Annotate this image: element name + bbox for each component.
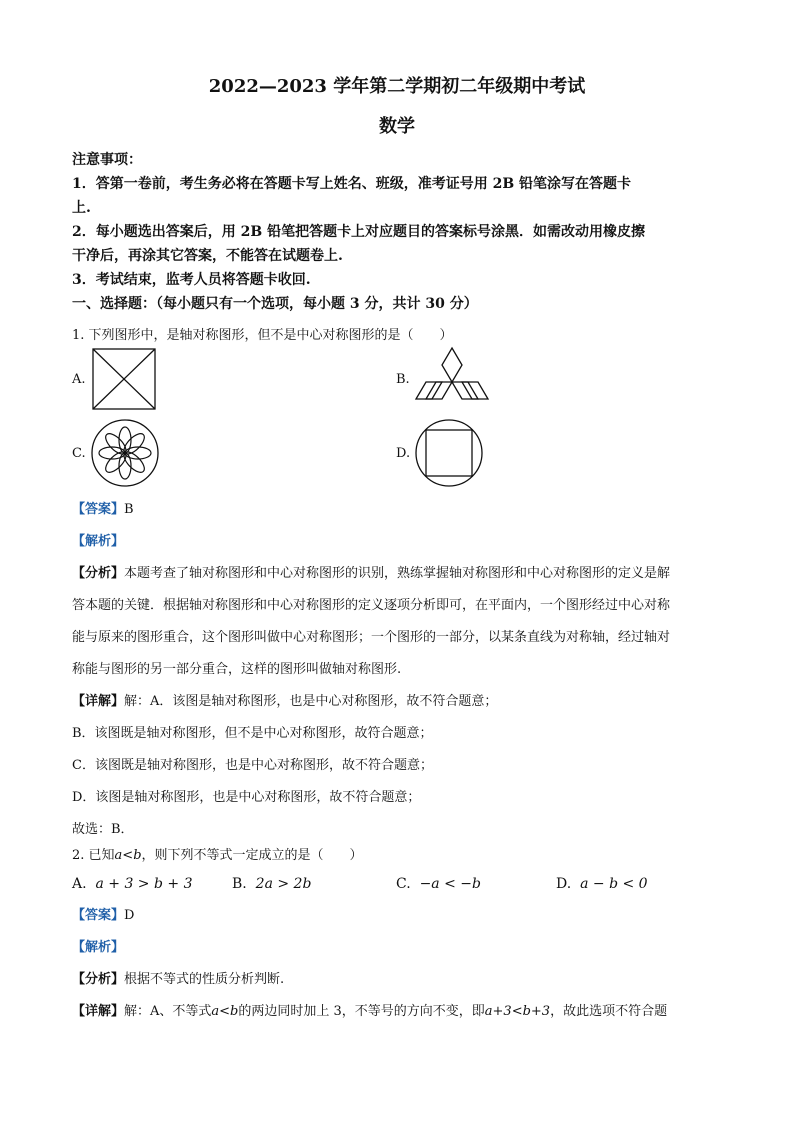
q1-detail-text-1: 解：A．该图是轴对称图形，也是中心对称图形，故不符合题意； bbox=[124, 694, 498, 709]
note-2b: 干净后，再涂其它答案，不能答在试题卷上. bbox=[72, 248, 343, 264]
q2-fenxi-text: 根据不等式的性质分析判断. bbox=[124, 972, 285, 987]
q2-option-d-expr: a − b < 0 bbox=[580, 876, 648, 892]
q1-fenxi-3: 能与原来的图形重合，这个图形叫做中心对称图形；一个图形的一部分，以某条直线为对称轴，经过轴对 bbox=[72, 630, 671, 645]
note-1b: 上. bbox=[72, 200, 91, 216]
analysis-tag: 【解析】 bbox=[72, 534, 125, 549]
q2-stem-math: a<b bbox=[114, 848, 142, 863]
q1-answer-line bbox=[72, 500, 732, 520]
q2-option-d bbox=[556, 876, 648, 892]
q2-stem bbox=[72, 846, 732, 866]
q2-option-b-label: B. bbox=[232, 876, 247, 892]
q2-detail-math-2: a+3<b+3 bbox=[484, 1004, 551, 1019]
q2-answer-value: D bbox=[124, 908, 135, 923]
q2-option-d-label: D. bbox=[556, 876, 572, 892]
q2-option-c-expr: −a < −b bbox=[419, 876, 481, 892]
q2-option-a-expr: a + 3 > b + 3 bbox=[95, 876, 193, 892]
q1-analysis-line bbox=[72, 532, 732, 552]
q1-fenxi-4: 称能与图形的另一部分重合，这样的图形叫做轴对称图形. bbox=[72, 662, 402, 677]
analysis-tag: 【解析】 bbox=[72, 940, 125, 955]
notes-heading: 注意事项： bbox=[72, 152, 142, 168]
q1-stem: 1. 下列图形中，是轴对称图形，但不是中心对称图形的是（ ） bbox=[72, 328, 453, 343]
q2-fenxi bbox=[72, 970, 732, 990]
q2-detail-math-1: a<b bbox=[211, 1004, 239, 1019]
q1-option-b-label: B. bbox=[396, 372, 410, 387]
q2-detail-pre: 解：A、不等式 bbox=[124, 1004, 212, 1019]
q2-option-c-label: C. bbox=[396, 876, 411, 892]
q2-detail-post: ，故此选项不符合题 bbox=[550, 1004, 668, 1019]
q2-answer-line bbox=[72, 906, 732, 926]
q1-option-a-label: A. bbox=[72, 372, 86, 387]
q2-stem-post: ，则下列不等式一定成立的是（ ） bbox=[141, 848, 363, 863]
answer-tag: 【答案】 bbox=[72, 908, 125, 923]
q2-option-c bbox=[396, 876, 481, 892]
section-heading: 一、选择题：（每小题只有一个选项，每小题 3 分，共计 30 分） bbox=[72, 296, 478, 312]
q1-fenxi-1 bbox=[72, 564, 732, 584]
q1-detail-1 bbox=[72, 692, 732, 712]
q1-option-d-label: D. bbox=[396, 446, 411, 461]
q1-detail-4: D．该图是轴对称图形，也是中心对称图形，故不符合题意； bbox=[72, 790, 421, 805]
q1-option-c-label: C. bbox=[72, 446, 86, 461]
note-2a: 2．每小题选出答案后，用 2B 铅笔把答题卡上对应题目的答案标号涂黑．如需改动用橡皮擦 bbox=[72, 224, 646, 240]
exam-title: 2022—2023 学年第二学期初二年级期中考试 bbox=[208, 76, 586, 97]
fenxi-tag: 【分析】 bbox=[72, 566, 125, 581]
square-in-circle-figure bbox=[414, 418, 484, 488]
q2-stem-pre: 2. 已知 bbox=[72, 848, 115, 863]
q1-conclusion: 故选：B． bbox=[72, 822, 134, 837]
q1-answer-value: B bbox=[124, 502, 134, 517]
xiangjie-tag: 【详解】 bbox=[72, 694, 125, 709]
q2-detail bbox=[72, 1002, 732, 1022]
q1-fenxi-text-1: 本题考查了轴对称图形和中心对称图形的识别，熟练掌握轴对称图形和中心对称图形的定义是解 bbox=[124, 566, 671, 581]
note-3: 3．考试结束，监考人员将答题卡收回. bbox=[72, 272, 311, 288]
fenxi-tag: 【分析】 bbox=[72, 972, 125, 987]
q1-detail-3: C．该图既是轴对称图形，也是中心对称图形，故不符合题意； bbox=[72, 758, 433, 773]
q2-option-a bbox=[72, 876, 192, 892]
square-x-figure bbox=[92, 348, 158, 412]
three-rhombus-figure bbox=[414, 346, 490, 410]
subject-title: 数学 bbox=[379, 116, 415, 137]
q2-option-b bbox=[232, 876, 311, 892]
q2-detail-mid: 的两边同时加上 3，不等号的方向不变，即 bbox=[238, 1004, 485, 1019]
q1-detail-2: B．该图既是轴对称图形，但不是中心对称图形，故符合题意； bbox=[72, 726, 433, 741]
q2-analysis-line bbox=[72, 938, 732, 958]
q1-fenxi-2: 答本题的关键．根据轴对称图形和中心对称图形的定义逐项分析即可，在平面内，一个图形经过中心对称 bbox=[72, 598, 671, 613]
note-1a: 1．答第一卷前，考生务必将在答题卡写上姓名、班级，准考证号用 2B 铅笔涂写在答题卡 bbox=[72, 176, 632, 192]
flower-circle-figure bbox=[90, 418, 160, 488]
q2-option-a-label: A. bbox=[72, 876, 87, 892]
xiangjie-tag: 【详解】 bbox=[72, 1004, 125, 1019]
answer-tag: 【答案】 bbox=[72, 502, 125, 517]
q2-option-b-expr: 2a > 2b bbox=[255, 876, 312, 892]
